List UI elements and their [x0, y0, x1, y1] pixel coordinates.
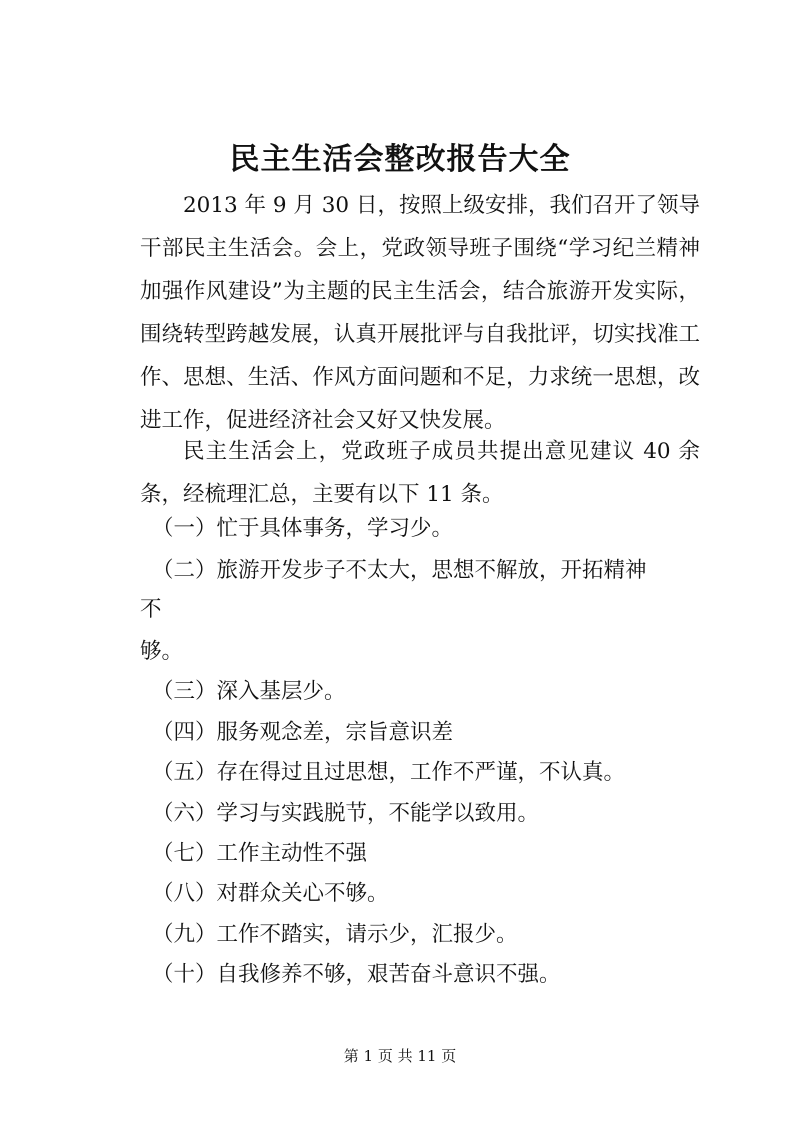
- list-item-6: （六）学习与实践脱节，不能学以致用。: [152, 801, 540, 826]
- list-item-3: （三）深入基层少。: [152, 679, 346, 704]
- page-number-footer: 第 1 页 共 11 页: [343, 1047, 457, 1065]
- body-paragraph-2: [140, 430, 700, 516]
- list-item-4: （四）服务观念差，宗旨意识差: [152, 720, 454, 745]
- body-paragraph-1: [140, 184, 700, 442]
- list-item-2-continuation-1: 不: [140, 597, 162, 622]
- list-item-10: （十）自我修养不够，艰苦奋斗意识不强。: [152, 962, 561, 987]
- list-item-2-continuation-2: 够。: [140, 639, 184, 664]
- list-item-8: （八）对群众关心不够。: [152, 881, 389, 906]
- list-item-9: （九）工作不踏实，请示少，汇报少。: [152, 922, 518, 947]
- document-title: 民主生活会整改报告大全: [229, 142, 571, 177]
- list-item-2: （二）旅游开发步子不太大，思想不解放，开拓精神: [152, 558, 647, 583]
- paragraph-text: 2013 年 9 月 30 日，按照上级安排，我们召开了领导干部民主生活会。会上，党政领导班子围绕“学习纪兰精神加强作风建设”为主题的民主生活会，结合旅游开发实际，围绕转型跨越发展，认真开展批评与自我批评，切实找准工作、思想、生活、作风方面问题和不足，力求统一思想，改进工作，促进经济社会又好又快发展。: [140, 193, 700, 433]
- paragraph-text: 民主生活会上，党政班子成员共提出意见建议 40 余条，经梳理汇总，主要有以下 11 条。: [140, 439, 700, 507]
- list-item-5: （五）存在得过且过思想，工作不严谨，不认真。: [152, 760, 626, 785]
- list-item-7: （七）工作主动性不强: [152, 841, 368, 866]
- list-item-1: （一）忙于具体事务，学习少。: [152, 516, 454, 541]
